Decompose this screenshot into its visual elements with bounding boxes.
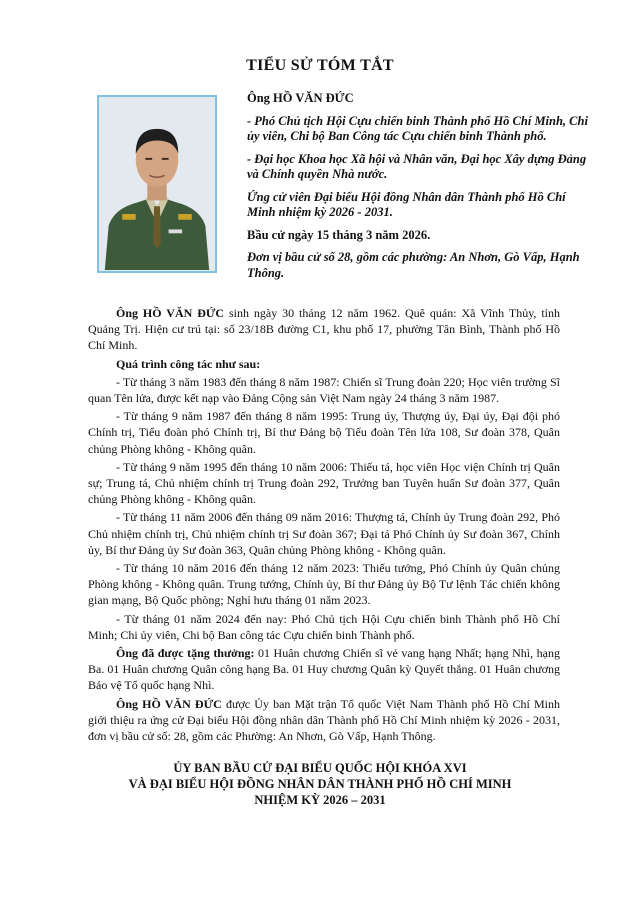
electoral-district: Đơn vị bầu cử số 28, gồm các phường: An Nhơn, Gò Vấp, Hạnh Thông. xyxy=(247,250,580,280)
closing-name: Ông HỒ VĂN ĐỨC xyxy=(116,696,222,711)
career-item: - Từ tháng 01 năm 2024 đến nay: Phó Chủ tịch Hội Cựu chiến binh Thành phố Hồ Chí Minh; Chi ủy viên, Chi bộ Ban công tác Cựu chiến binh Thành phố. xyxy=(88,611,560,642)
career-item: - Từ tháng 9 năm 1995 đến tháng 10 năm 2006: Thiếu tá, học viên Học viện Chính trị Quân sự; Trung tá, Chủ nhiệm chính trị Trung đoàn 292, Trưởng ban Tuyên huấn Sư đoàn 377, Quân chủng Phòng không - Không quân. xyxy=(88,459,560,507)
candidate-summary xyxy=(247,91,597,288)
intro-paragraph xyxy=(88,305,560,354)
election-date: Bầu cử ngày 15 tháng 3 năm 2026. xyxy=(247,227,431,242)
committee-line: VÀ ĐẠI BIỂU HỘI ĐỒNG NHÂN DÂN THÀNH PHỐ HỒ CHÍ MINH xyxy=(128,777,512,791)
committee-line: ỦY BAN BẦU CỬ ĐẠI BIỂU QUỐC HỘI KHÓA XVI xyxy=(173,761,467,775)
career-item: - Từ tháng 10 năm 2016 đến tháng 12 năm 2023: Thiếu tướng, Phó Chính ủy Quân chủng Phòng không - Không quân. Trung tướng, Chính ủy, Bí thư Đảng ủy Bộ Tư lệnh Tác chiến không gian mạng, Bộ Quốc phòng; Nghỉ hưu tháng 01 năm 2023. xyxy=(88,561,560,608)
awards-paragraph xyxy=(88,645,560,694)
candidate-portrait xyxy=(97,95,217,273)
page-title: TIỂU SỬ TÓM TẮT xyxy=(246,57,394,74)
candidate-name: Ông HỒ VĂN ĐỨC xyxy=(247,91,354,105)
career-item: - Từ tháng 11 năm 2006 đến tháng 09 năm 2016: Thượng tá, Chính ủy Trung đoàn 292, Phó Chủ nhiệm chính trị, Chủ nhiệm chính trị Sư đoàn 367; Đại tá Phó Chính ủy Sư đoàn 367, Chính ủy, Bí thư Đảng ủy Sư đoàn 363, Quân chủng Phòng không - Không quân. xyxy=(88,510,560,557)
intro-text: sinh ngày 30 tháng 12 năm 1962. Quê quán: Xã Vĩnh Thủy, tỉnh Quảng Trị. Hiện cư trú tại: số 23/18B đường C1, khu phố 17, phường Tân Bình, Thành phố Hồ Chí Minh. xyxy=(88,306,560,353)
closing-paragraph xyxy=(88,696,560,745)
committee-line: NHIỆM KỲ 2026 – 2031 xyxy=(254,793,386,807)
intro-name: Ông HỒ VĂN ĐỨC xyxy=(116,306,225,320)
awards-text: 01 Huân chương Chiến sĩ vẻ vang hạng Nhất; hạng Nhì, hạng Ba. 01 Huân chương Quân công hạng Ba. 01 Huy chương Quân kỳ Quyết thắng. 01 Huân chương Bảo vệ Tổ quốc hạng Nhì. xyxy=(88,646,560,693)
career-item: - Từ tháng 9 năm 1987 đến tháng 8 năm 1995: Trung úy, Thượng úy, Đại úy, Đại đội phó Chính trị, Tiểu đoàn phó Chính trị, Bí thư Đảng bộ Tiểu đoàn Tên lửa 108, Sư đoàn 378, Quân chủng Phòng không - Không quân. xyxy=(88,409,560,456)
candidate-education: - Đại học Khoa học Xã hội và Nhân văn, Đại học Xây dựng Đảng và Chính quyền Nhà nước. xyxy=(247,151,587,181)
candidate-position: - Phó Chủ tịch Hội Cựu chiến binh Thành phố Hồ Chí Minh, Chi ủy viên, Chi bộ Ban Công tác Cựu chiến binh Thành phố. xyxy=(247,113,588,143)
closing-text: được Ủy ban Mặt trận Tổ quốc Việt Nam Thành phố Hồ Chí Minh giới thiệu ra ứng cử Đại biểu Hội đồng nhân dân Thành phố Hồ Chí Minh nhiệm kỳ 2026 - 2031, đơn vị bầu cử số: 28, gồm các Phường: An Nhơn, Gò Vấp, Hạnh Thông. xyxy=(88,696,560,744)
career-heading: Quá trình công tác như sau: xyxy=(116,356,261,371)
awards-label: Ông đã được tặng thưởng: xyxy=(116,646,255,661)
issuing-committee xyxy=(0,760,640,808)
candidate-nomination: Ứng cử viên Đại biểu Hội đồng Nhân dân Thành phố Hồ Chí Minh nhiệm kỳ 2026 - 2031. xyxy=(247,189,566,219)
biography-body xyxy=(88,305,560,746)
career-item: - Từ tháng 3 năm 1983 đến tháng 8 năm 1987: Chiến sĩ Trung đoàn 220; Học viên trường Sĩ quan Tên lửa, được kết nạp vào Đảng Cộng sản Việt Nam ngày 24 tháng 3 năm 1987. xyxy=(88,374,560,406)
